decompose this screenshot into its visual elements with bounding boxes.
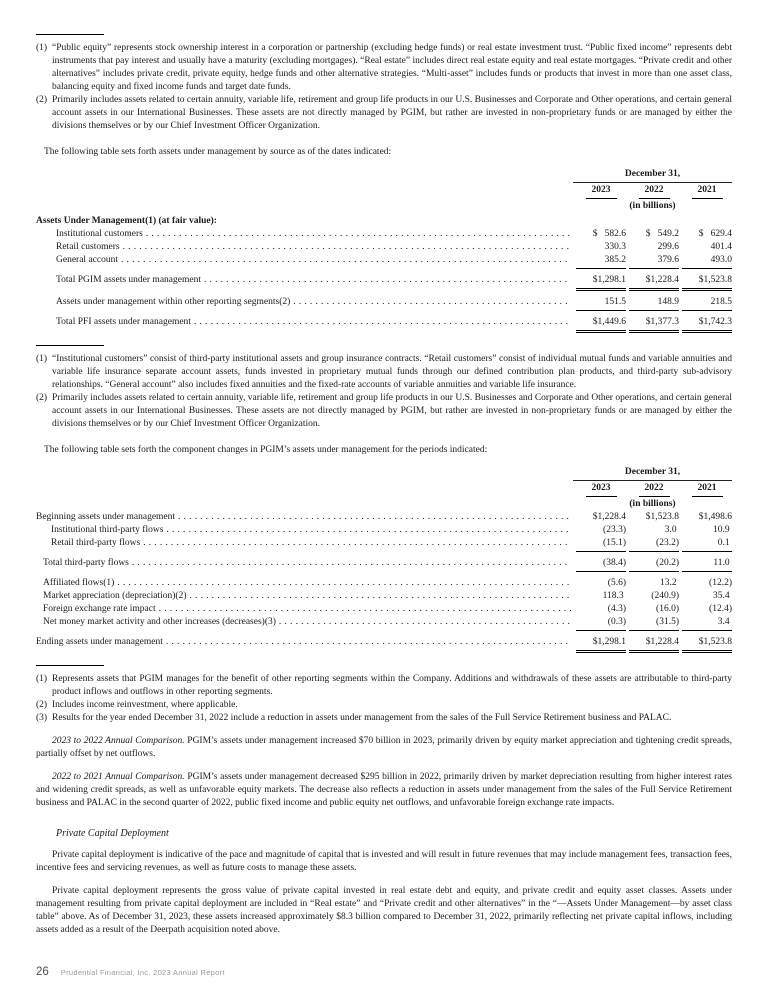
footnote-number: (2)	[36, 700, 48, 710]
year-header	[682, 184, 732, 199]
row-label: Institutional third-party flows	[51, 525, 164, 535]
year-label: 2022	[639, 482, 670, 497]
footnote-separator-rule	[36, 34, 104, 35]
row-label: General account	[56, 255, 118, 265]
cell-value: $1,449.6	[576, 316, 626, 333]
cell-value: 3.0	[664, 525, 679, 535]
footnote-text: Primarily includes assets related to certain annuity, variable life, retirement and group life products in our U.S. Businesses and Corporate and Other operations, and certain general account assets in our International Businesses. These assets are not directly managed by PGIM, but rather are invested in non-proprietary funds or are managed by either the divisions themselves or by our Chief Investment Officer Organization.	[52, 95, 732, 131]
footnote-item	[36, 94, 732, 133]
row-label: Beginning assets under management	[36, 512, 176, 522]
footnote-number: (2)	[36, 95, 48, 105]
cell-value: (23.3)	[603, 525, 626, 535]
dot-leader	[143, 537, 571, 550]
footnote-number: (3)	[36, 713, 48, 723]
dot-leader	[279, 616, 571, 629]
row-label: Affiliated flows(1)	[43, 578, 115, 588]
annual-comparison-2022-paragraph	[36, 771, 732, 810]
private-capital-deployment-heading: Private Capital Deployment	[56, 828, 169, 839]
report-title: Prudential Financial, Inc. 2023 Annual Report	[60, 968, 225, 977]
table-header	[36, 168, 732, 213]
footnote-item	[36, 712, 732, 725]
footnote-block-top	[36, 34, 732, 133]
footnote-item	[36, 353, 732, 392]
table-section-label: Assets Under Management(1) (at fair value):	[36, 216, 217, 226]
table-row	[43, 577, 732, 590]
row-label: Ending assets under management	[36, 637, 163, 647]
cell-value: (38.4)	[576, 557, 626, 572]
cell-value: (16.0)	[656, 604, 679, 614]
cell-value: 151.5	[576, 296, 626, 311]
year-label: 2022	[639, 184, 670, 199]
footnote-text: Includes income reinvestment, where applicable.	[52, 700, 238, 710]
cell-value: (12.4)	[709, 604, 732, 614]
dot-leader	[166, 636, 571, 649]
dot-leader	[178, 511, 571, 524]
cell-value: 330.3	[604, 242, 626, 252]
table-row	[36, 636, 732, 653]
dot-leader	[194, 316, 571, 329]
cell-value: 148.9	[629, 296, 679, 311]
cell-value: 385.2	[576, 254, 626, 269]
cell-value: $ 549.2	[645, 229, 679, 239]
paragraph-text: PGIM’s assets under management decreased $295 billion in 2022, primarily driven by market depreciation resulting from higher interest rates and widening credit spreads, as well as unfavorable equity markets. The decrease also reflects a reduction in assets under management from the sales of the Full Service Retirement business and PALAC in the second quarter of 2022, public fixed income and public equity net outflows, and unfavorable foreign exchange rate impacts.	[36, 772, 733, 808]
year-label: 2021	[692, 482, 723, 497]
cell-value: $1,523.8	[645, 512, 679, 522]
dot-leader	[123, 241, 571, 254]
row-label: Foreign exchange rate impact	[43, 604, 156, 614]
table-row	[51, 524, 732, 537]
footnote-number: (1)	[36, 674, 48, 684]
dot-leader	[189, 590, 571, 603]
table-body	[36, 228, 732, 333]
dot-leader	[132, 557, 571, 570]
year-headers	[573, 482, 732, 497]
cell-value: 3.4	[682, 616, 732, 631]
footnote-text: Represents assets that PGIM manages for the benefit of other reporting segments within the Company. Additions and withdrawals of these assets are attributable to third-party product inflows and outflows in other reporting segments.	[52, 674, 732, 697]
cell-value: (240.9)	[651, 591, 679, 601]
units-label: (in billions)	[629, 499, 676, 509]
year-header	[629, 184, 679, 199]
footnote-text: Results for the year ended December 31, 2022 include a reduction in assets under management from the sales of the Full Service Retirement business and PALAC.	[52, 713, 672, 723]
row-label: Assets under management within other reporting segments(2)	[56, 297, 291, 307]
dot-leader	[117, 577, 571, 590]
cell-value: (4.3)	[607, 604, 626, 614]
row-label: Total third-party flows	[43, 558, 129, 568]
footnote-item	[36, 42, 732, 94]
table-row	[56, 296, 732, 311]
table-header	[36, 466, 732, 511]
year-headers	[573, 184, 732, 199]
header-spacer	[36, 466, 573, 511]
footnote-number: (2)	[36, 393, 48, 403]
cell-value: $1,523.8	[682, 636, 732, 653]
date-column-header: December 31,	[573, 168, 732, 183]
header-columns	[573, 168, 732, 213]
year-header	[629, 482, 679, 497]
cell-value: 35.4	[713, 591, 732, 601]
cell-value: (12.2)	[709, 578, 732, 588]
cell-value: $ 629.4	[698, 229, 732, 239]
cell-value: 401.4	[710, 242, 732, 252]
dot-leader	[166, 524, 571, 537]
table-row	[43, 603, 732, 616]
aum-component-changes-table	[36, 466, 732, 653]
row-label: Total PFI assets under management	[56, 317, 191, 327]
table-row	[56, 274, 732, 291]
cell-value: $1,742.3	[682, 316, 732, 333]
cell-value: 118.3	[602, 591, 626, 601]
aum-by-source-table	[36, 168, 732, 333]
dot-leader	[121, 254, 571, 267]
row-label: Retail customers	[56, 242, 120, 252]
cell-value: 493.0	[682, 254, 732, 269]
footnote-item	[36, 699, 732, 712]
table2-intro: The following table sets forth the component changes in PGIM’s assets under management for the periods indicated:	[44, 445, 488, 455]
cell-value: $ 582.6	[592, 229, 626, 239]
cell-value: $1,228.4	[629, 274, 679, 291]
table-row	[43, 616, 732, 631]
footnote-item	[36, 673, 732, 699]
private-capital-paragraph-2: Private capital deployment represents the gross value of private capital invested in real estate debt and equity, and private credit and equity asset classes. Assets under management resulting from private capital deployment are included in “Real estate” and “Private credit and other alternatives” in the “—Assets Under Management—by asset class table” above. As of December 31, 2023, these assets increased approximately $8.3 billion compared to December 31, 2022, primarily reflecting net private capital inflows, including assets added as a result of the Deerpath acquisition noted above.	[36, 886, 732, 935]
footnote-number: (1)	[36, 354, 48, 364]
paragraph-lead-in: 2023 to 2022 Annual Comparison.	[52, 736, 185, 746]
cell-value: $1,377.3	[629, 316, 679, 333]
year-label: 2023	[586, 184, 617, 199]
footnote-text: “Public equity” represents stock ownership interest in a corporation or partnership (excluding hedge funds) or real estate investment trust. “Public fixed income” represents debt instruments that pay interest and usually have a maturity (excluding mortgages). “Real estate” includes direct real estate equity and real estate mortgages. “Private credit and other alternatives” includes private credit, private equity, hedge funds and other alternative strategies. “Multi-asset” includes funds or products that invest in more than one asset class, balancing equity and fixed income funds and target date funds.	[52, 43, 732, 92]
footnote-block-mid	[36, 345, 732, 431]
dot-leader	[204, 274, 571, 287]
cell-value: 299.6	[657, 242, 679, 252]
cell-value: $1,298.1	[576, 636, 626, 653]
table-row	[56, 228, 732, 241]
dot-leader	[159, 603, 571, 616]
year-header	[576, 482, 626, 497]
row-label: Institutional customers	[56, 229, 143, 239]
table-body	[36, 511, 732, 653]
year-header	[576, 184, 626, 199]
footnote-block-bottom	[36, 665, 732, 725]
page-number: 26	[36, 966, 49, 978]
cell-value: (31.5)	[629, 616, 679, 631]
table-row	[43, 557, 732, 572]
cell-value: 11.0	[682, 557, 732, 572]
dot-leader	[293, 296, 571, 309]
cell-value: 13.2	[660, 578, 679, 588]
footnote-text: “Institutional customers” consist of third-party institutional assets and group insurance contracts. “Retail customers” consist of individual mutual funds and variable annuities and variable life insurance separate account assets, funds invested in proprietary mutual funds through our defined contribution plan products, and third-party sub-advisory relationships. “General account” also includes fixed annuities and the fixed-rate accounts of variable annuities and variable life insurance.	[52, 354, 732, 390]
cell-value: $1,298.1	[576, 274, 626, 291]
table-row	[56, 241, 732, 254]
cell-value: (0.3)	[576, 616, 626, 631]
header-columns	[573, 466, 732, 511]
cell-value: $1,228.4	[629, 636, 679, 653]
cell-value: 218.5	[682, 296, 732, 311]
cell-value: (5.6)	[607, 578, 626, 588]
table-row	[51, 537, 732, 552]
table-row	[36, 511, 732, 524]
footnote-separator-rule	[36, 345, 104, 346]
cell-value: (23.2)	[629, 537, 679, 552]
table-row	[56, 316, 732, 333]
cell-value: $1,228.4	[592, 512, 626, 522]
cell-value: (20.2)	[629, 557, 679, 572]
row-label: Net money market activity and other increases (decreases)(3)	[43, 617, 276, 627]
paragraph-text: PGIM’s assets under management increased $70 billion in 2023, primarily driven by equity market appreciation and tightening credit spreads, partially offset by net outflows.	[36, 736, 733, 759]
page-footer	[36, 966, 225, 978]
paragraph-lead-in: 2022 to 2021 Annual Comparison.	[52, 772, 185, 782]
table1-intro: The following table sets forth assets under management by source as of the dates indicated:	[44, 147, 392, 157]
units-label: (in billions)	[629, 201, 676, 211]
table-row	[43, 590, 732, 603]
cell-value: $1,523.8	[682, 274, 732, 291]
footnote-separator-rule	[36, 665, 104, 666]
footnote-number: (1)	[36, 43, 48, 53]
year-label: 2021	[692, 184, 723, 199]
footnote-item	[36, 392, 732, 431]
cell-value: 10.9	[713, 525, 732, 535]
date-column-header: December 31,	[573, 466, 732, 481]
row-label: Market appreciation (depreciation)(2)	[43, 591, 187, 601]
cell-value: (15.1)	[576, 537, 626, 552]
header-spacer	[36, 168, 573, 213]
footnote-text: Primarily includes assets related to certain annuity, variable life, retirement and group life products in our U.S. Businesses and Corporate and Other operations, and certain general account assets in our International Businesses. These assets are not directly managed by PGIM, but rather are invested in non-proprietary funds or are managed by either the divisions themselves or by our Chief Investment Officer Organization.	[52, 393, 732, 429]
year-header	[682, 482, 732, 497]
private-capital-paragraph-1: Private capital deployment is indicative of the pace and magnitude of capital that is invested and will result in future revenues that may include management fees, transaction fees, incentive fees and servicing revenues, as well as future costs to manage these assets.	[36, 850, 732, 873]
row-label: Retail third-party flows	[51, 538, 141, 548]
year-label: 2023	[586, 482, 617, 497]
dot-leader	[146, 228, 571, 241]
annual-comparison-2023-paragraph	[36, 735, 732, 761]
cell-value: $1,498.6	[698, 512, 732, 522]
cell-value: 379.6	[629, 254, 679, 269]
row-label: Total PGIM assets under management	[56, 275, 201, 285]
table-row	[56, 254, 732, 269]
cell-value: 0.1	[682, 537, 732, 552]
